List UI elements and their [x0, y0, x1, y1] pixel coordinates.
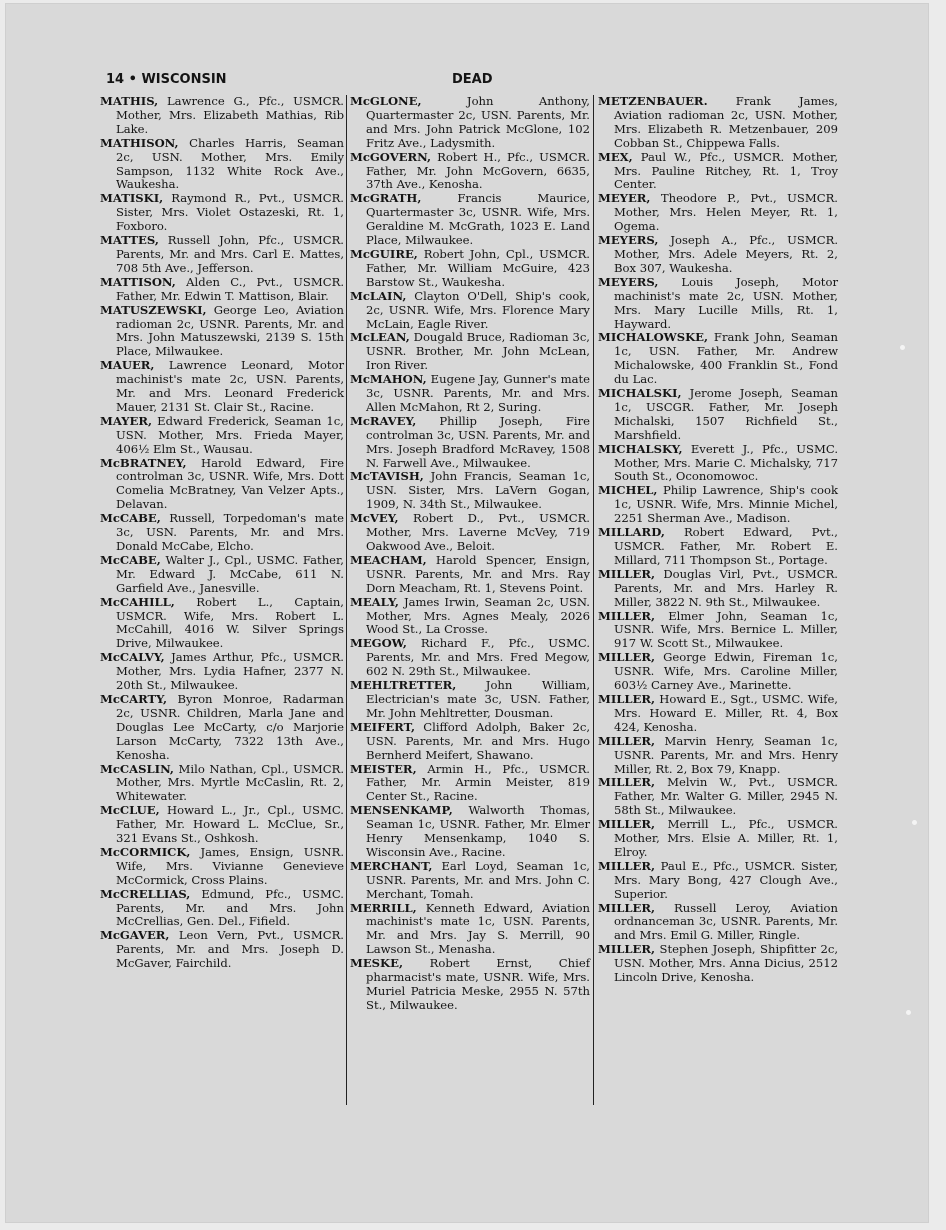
- casualty-details: Everett J., Pfc., USMC. Mother, Mrs. Marie C. Michalsky, 717 South St., Oconomowoc.: [614, 441, 838, 484]
- casualty-details: Charles Harris, Seaman 2c, USN. Mother, Mrs. Emily Sampson, 1132 White Rock Ave., Waukesha.: [116, 135, 344, 192]
- casualty-entry: [350, 415, 590, 471]
- column-divider: [346, 95, 347, 1105]
- casualty-details: Eugene Jay, Gunner's mate 3c, USNR. Parents, Mr. and Mrs. Allen McMahon, Rt 2, Suring.: [366, 372, 591, 414]
- casualty-entry: [598, 735, 838, 777]
- casualty-details: George Leo, Aviation radioman 2c, USNR. Parents, Mr. and Mrs. John Matuszewski, 2139 S. 15th Place, Milwaukee.: [116, 302, 344, 359]
- casualty-entry: [100, 415, 344, 457]
- casualty-details: Harold Spencer, Ensign, USNR. Parents, Mr. and Mrs. Ray Dorn Meacham, Rt. 1, Stevens Point.: [366, 552, 590, 595]
- casualty-details: Paul W., Pfc., USMCR. Mother, Mrs. Pauline Ritchey, Rt. 1, Troy Center.: [614, 149, 839, 192]
- casualty-entry: [100, 804, 344, 846]
- casualty-entry: [598, 526, 838, 568]
- casualty-surname: MEYERS,: [598, 233, 659, 248]
- casualty-entry: [100, 95, 344, 137]
- casualty-details: Joseph A., Pfc., USMCR. Mother, Mrs. Adele Meyers, Rt. 2, Box 307, Waukesha.: [614, 233, 838, 275]
- casualty-surname: MATUSZEWSKI,: [100, 302, 207, 317]
- casualty-details: Richard F., Pfc., USMC. Parents, Mr. and Mrs. Fred Megow, 602 N. 29th St., Milwaukee.: [366, 636, 591, 679]
- casualty-details: Russell Leroy, Aviation ordnanceman 3c, USNR. Parents, Mr. and Mrs. Emil G. Miller, Ringle.: [614, 900, 838, 943]
- casualty-surname: McGAVER,: [100, 928, 170, 943]
- column-2: [350, 95, 590, 1013]
- casualty-surname: McCRELLIAS,: [100, 886, 191, 901]
- casualty-entry: [350, 860, 590, 902]
- casualty-entry: [350, 512, 590, 554]
- casualty-entry: [598, 693, 838, 735]
- casualty-entry: [598, 902, 838, 944]
- column-divider: [593, 95, 594, 1105]
- paper-speck: [900, 345, 905, 350]
- casualty-details: Walworth Thomas, Seaman 1c, USNR. Father, Mr. Elmer Henry Mensenkamp, 1040 S. Wisconsin Ave., Racine.: [366, 803, 590, 859]
- casualty-details: Clifford Adolph, Baker 2c, USN. Parents, Mr. and Mrs. Hugo Bernherd Meifert, Shawano.: [366, 719, 591, 762]
- casualty-surname: MEIFERT,: [350, 719, 415, 734]
- casualty-surname: MATHIS,: [100, 94, 159, 108]
- casualty-entry: [100, 276, 344, 304]
- casualty-surname: MATHISON,: [100, 135, 179, 150]
- casualty-surname: MILLER,: [598, 900, 656, 915]
- casualty-surname: MEYERS,: [598, 274, 659, 289]
- casualty-surname: McLAIN,: [350, 288, 407, 303]
- casualty-details: Robert Ernst, Chief pharmacist's mate, USNR. Wife, Mrs. Muriel Patricia Meske, 2955 N. 57th St., Milwaukee.: [366, 956, 591, 1012]
- casualty-surname: McCABE,: [100, 511, 161, 526]
- casualty-entry: [350, 373, 590, 415]
- casualty-surname: MILLARD,: [598, 525, 665, 540]
- casualty-details: Elmer John, Seaman 1c, USNR. Wife, Mrs. Bernice L. Miller, 917 W. Scott St., Milwaukee.: [614, 608, 839, 651]
- casualty-entry: [598, 192, 838, 234]
- casualty-surname: MESKE,: [350, 956, 403, 971]
- casualty-entry: [100, 234, 344, 276]
- casualty-entry: [598, 95, 838, 151]
- casualty-entry: [598, 943, 838, 985]
- casualty-surname: McGRATH,: [350, 191, 422, 206]
- casualty-surname: MILLER,: [598, 733, 656, 748]
- casualty-details: Douglas Virl, Pvt., USMCR. Parents, Mr. and Mrs. Harley R. Miller, 3822 N. 9th St., Milwaukee.: [614, 566, 838, 609]
- casualty-details: Harold Edward, Fire controlman 3c, USNR. Wife, Mrs. Dott Comelia McBratney, Van Velzer Apts., Delavan.: [116, 455, 344, 512]
- casualty-details: James, Ensign, USNR. Wife, Mrs. Vivianne Genevieve McCormick, Cross Plains.: [116, 844, 345, 887]
- casualty-surname: McCAHILL,: [100, 594, 175, 609]
- casualty-surname: McVEY,: [350, 511, 399, 526]
- casualty-surname: MICHALSKI,: [598, 386, 682, 401]
- casualty-entry: [598, 387, 838, 443]
- casualty-details: George Edwin, Fireman 1c, USNR. Wife, Mrs. Caroline Miller, 603½ Carney Ave., Marinette.: [614, 650, 838, 693]
- casualty-entry: [598, 443, 838, 485]
- casualty-surname: MERCHANT,: [350, 858, 433, 873]
- casualty-details: Kenneth Edward, Aviation machinist's mate 1c, USN. Parents, Mr. and Mrs. Jay S. Merrill, 90 Lawson St., Menasha.: [366, 900, 590, 957]
- casualty-entry: [598, 331, 838, 387]
- casualty-details: Edward Frederick, Seaman 1c, USN. Mother, Mrs. Frieda Mayer, 406½ Elm St., Wausau.: [116, 413, 344, 456]
- casualty-details: Paul E., Pfc., USMCR. Sister, Mrs. Mary Bong, 427 Clough Ave., Superior.: [614, 858, 839, 901]
- casualty-details: Alden C., Pvt., USMCR. Father, Mr. Edwin T. Mattison, Blair.: [116, 274, 345, 303]
- casualty-details: Russell John, Pfc., USMCR. Parents, Mr. and Mrs. Carl E. Mattes, 708 5th Ave., Jefferson.: [116, 233, 344, 275]
- casualty-entry: [598, 651, 838, 693]
- casualty-details: Theodore P., Pvt., USMCR. Mother, Mrs. Helen Meyer, Rt. 1, Ogema.: [614, 191, 838, 234]
- casualty-details: Frank John, Seaman 1c, USN. Father, Mr. Andrew Michalowske, 400 Franklin St., Fond du Lac.: [614, 330, 839, 387]
- casualty-details: Milo Nathan, Cpl., USMCR. Mother, Mrs. Myrtle McCaslin, Rt. 2, Whitewater.: [116, 761, 345, 804]
- column-1: [100, 95, 344, 971]
- casualty-surname: MILLER,: [598, 817, 656, 832]
- casualty-details: Howard L., Jr., Cpl., USMC. Father, Mr. Howard L. McClue, Sr., 321 Evans St., Oshkosh.: [116, 803, 344, 846]
- casualty-entry: [598, 484, 838, 526]
- casualty-surname: MILLER,: [598, 775, 656, 790]
- casualty-entry: [350, 192, 590, 248]
- paper-speck: [912, 820, 917, 825]
- casualty-details: Armin H., Pfc., USMCR. Father, Mr. Armin Meister, 819 Center St., Racine.: [366, 761, 590, 804]
- casualty-entry: [100, 554, 344, 596]
- casualty-entry: [350, 804, 590, 860]
- casualty-details: Dougald Bruce, Radioman 3c, USNR. Brother, Mr. John McLean, Iron River.: [366, 330, 590, 373]
- casualty-entry: [350, 596, 590, 638]
- casualty-surname: McBRATNEY,: [100, 455, 187, 470]
- casualty-entry: [350, 554, 590, 596]
- casualty-entry: [350, 679, 590, 721]
- casualty-entry: [100, 929, 344, 971]
- casualty-details: Jerome Joseph, Seaman 1c, USCGR. Father, Mr. Joseph Michalski, 1507 Richfield St., Marshfield.: [614, 386, 838, 442]
- casualty-surname: MEGOW,: [350, 636, 407, 651]
- casualty-entry: [100, 457, 344, 513]
- casualty-entry: [100, 596, 344, 652]
- casualty-entry: [598, 610, 838, 652]
- casualty-surname: McCLUE,: [100, 803, 160, 818]
- casualty-surname: MILLER,: [598, 858, 656, 873]
- casualty-surname: McCALVY,: [100, 650, 165, 665]
- casualty-entry: [100, 763, 344, 805]
- casualty-entry: [350, 763, 590, 805]
- casualty-entry: [598, 568, 838, 610]
- casualty-entry: [350, 902, 590, 958]
- casualty-entry: [350, 470, 590, 512]
- casualty-surname: McCARTY,: [100, 691, 167, 706]
- casualty-details: Marvin Henry, Seaman 1c, USNR. Parents, Mr. and Mrs. Henry Miller, Rt. 2, Box 79, Knapp.: [614, 733, 838, 776]
- casualty-surname: McLEAN,: [350, 330, 410, 345]
- casualty-details: Russell, Torpedoman's mate 3c, USN. Parents, Mr. and Mrs. Donald McCabe, Elcho.: [116, 511, 344, 553]
- casualty-entry: [598, 151, 838, 193]
- casualty-details: James Irwin, Seaman 2c, USN. Mother, Mrs. Agnes Mealy, 2026 Wood St., La Crosse.: [366, 594, 590, 637]
- casualty-entry: [350, 290, 590, 332]
- casualty-details: Phillip Joseph, Fire controlman 3c, USN. Parents, Mr. and Mrs. Joseph Bradford McRavey, 1508 N. Farwell Ave., Milwaukee.: [366, 413, 591, 470]
- casualty-surname: MATTES,: [100, 233, 159, 248]
- casualty-details: John William, Electrician's mate 3c, USN. Father, Mr. John Mehltretter, Dousman.: [366, 678, 590, 720]
- casualty-entry: [350, 721, 590, 763]
- casualty-details: Leon Vern, Pvt., USMCR. Parents, Mr. and Mrs. Joseph D. McGaver, Fairchild.: [116, 928, 344, 971]
- casualty-entry: [350, 637, 590, 679]
- casualty-details: Merrill L., Pfc., USMCR. Mother, Mrs. Elsie A. Miller, Rt. 1, Elroy.: [614, 817, 838, 859]
- casualty-surname: MAYER,: [100, 413, 153, 428]
- casualty-surname: MICHEL,: [598, 483, 658, 498]
- casualty-details: John Francis, Seaman 1c, USN. Sister, Mrs. LaVern Gogan, 1909, N. 34th St., Milwaukee.: [366, 469, 591, 512]
- paper-speck: [906, 1010, 911, 1015]
- casualty-surname: MILLER,: [598, 942, 656, 957]
- casualty-details: James Arthur, Pfc., USMCR. Mother, Mrs. Lydia Hafner, 2377 N. 20th St., Milwaukee.: [116, 650, 344, 693]
- casualty-details: Lawrence G., Pfc., USMCR. Mother, Mrs. Elizabeth Mathias, Rib Lake.: [116, 94, 344, 136]
- casualty-details: Howard E., Sgt., USMC. Wife, Mrs. Howard E. Miller, Rt. 4, Box 424, Kenosha.: [614, 691, 838, 734]
- casualty-surname: MENSENKAMP,: [350, 803, 453, 818]
- casualty-details: Stephen Joseph, Shipfitter 2c, USN. Mother, Mrs. Anna Dicius, 2512 Lincoln Drive, Kenosha.: [614, 942, 838, 985]
- casualty-details: Robert John, Cpl., USMCR. Father, Mr. William McGuire, 423 Barstow St., Waukesha.: [366, 246, 590, 289]
- casualty-entry: [100, 512, 344, 554]
- casualty-entry: [350, 248, 590, 290]
- casualty-details: Francis Maurice, Quartermaster 3c, USNR. Wife, Mrs. Geraldine M. McGrath, 1023 E. Land Place, Milwaukee.: [366, 191, 591, 248]
- casualty-entry: [100, 192, 344, 234]
- casualty-details: Philip Lawrence, Ship's cook 1c, USNR. Wife, Mrs. Minnie Michel, 2251 Sherman Ave., Madison.: [614, 483, 838, 526]
- casualty-details: Clayton O'Dell, Ship's cook, 2c, USNR. Wife, Mrs. Florence Mary McLain, Eagle River.: [366, 288, 591, 331]
- casualty-surname: McGLONE,: [350, 94, 422, 108]
- casualty-details: Louis Joseph, Motor machinist's mate 2c, USN. Mother, Mrs. Mary Lucille Mills, Rt. 1, Hayward.: [614, 274, 838, 331]
- casualty-entry: [100, 651, 344, 693]
- casualty-details: Earl Loyd, Seaman 1c, USNR. Parents, Mr. and Mrs. John C. Merchant, Tomah.: [366, 858, 590, 901]
- page-header: [106, 72, 846, 90]
- casualty-surname: MEHLTRETTER,: [350, 678, 457, 693]
- casualty-surname: MERRILL,: [350, 900, 417, 915]
- casualty-entry: [350, 95, 590, 151]
- casualty-surname: MEYER,: [598, 191, 651, 206]
- casualty-entry: [598, 818, 838, 860]
- casualty-details: Walter J., Cpl., USMC. Father, Mr. Edward J. McCabe, 611 N. Garfield Ave., Janesville.: [116, 552, 344, 595]
- casualty-surname: MATTISON,: [100, 274, 176, 289]
- casualty-details: Byron Monroe, Radarman 2c, USNR. Children, Marla Jane and Douglas Lee McCarty, c/o Marjorie Larson McCarty, 7322 13th Ave., Kenosha.: [116, 691, 344, 762]
- casualty-details: Robert H., Pfc., USMCR. Father, Mr. John McGovern, 6635, 37th Ave., Kenosha.: [366, 149, 590, 192]
- section-title: DEAD: [452, 72, 493, 87]
- casualty-surname: McGOVERN,: [350, 149, 432, 164]
- casualty-entry: [100, 888, 344, 930]
- casualty-surname: McMAHON,: [350, 372, 427, 387]
- casualty-surname: MAUER,: [100, 358, 155, 373]
- casualty-entry: [598, 276, 838, 332]
- casualty-entry: [350, 331, 590, 373]
- casualty-surname: McCABE,: [100, 552, 161, 567]
- casualty-surname: MATISKI,: [100, 191, 164, 206]
- casualty-surname: MICHALSKY,: [598, 441, 683, 456]
- casualty-details: Robert L., Captain, USMCR. Wife, Mrs. Robert L. McCahill, 4016 W. Silver Springs Drive, Milwaukee.: [116, 594, 344, 651]
- casualty-surname: MEISTER,: [350, 761, 417, 776]
- casualty-details: Raymond R., Pvt., USMCR. Sister, Mrs. Violet Ostazeski, Rt. 1, Foxboro.: [116, 191, 344, 234]
- casualty-details: Edmund, Pfc., USMC. Parents, Mr. and Mrs. John McCrellias, Gen. Del., Fifield.: [116, 886, 344, 929]
- casualty-entry: [100, 304, 344, 360]
- casualty-details: Robert D., Pvt., USMCR. Mother, Mrs. Laverne McVey, 719 Oakwood Ave., Beloit.: [366, 511, 590, 553]
- casualty-surname: MEACHAM,: [350, 552, 427, 567]
- casualty-surname: MILLER,: [598, 608, 656, 623]
- casualty-surname: MEX,: [598, 149, 633, 164]
- casualty-entry: [350, 151, 590, 193]
- casualty-surname: METZENBAUER.: [598, 94, 708, 108]
- casualty-details: Melvin W., Pvt., USMCR. Father, Mr. Walter G. Miller, 2945 N. 58th St., Milwaukee.: [614, 775, 838, 818]
- casualty-surname: MICHALOWSKE,: [598, 330, 709, 345]
- casualty-surname: MILLER,: [598, 691, 656, 706]
- casualty-surname: McCORMICK,: [100, 844, 191, 859]
- casualty-details: Frank James, Aviation radioman 2c, USN. Mother, Mrs. Elizabeth R. Metzenbauer, 209 Cobban St., Chippewa Falls.: [614, 94, 838, 150]
- casualty-surname: McCASLIN,: [100, 761, 174, 776]
- casualty-details: John Anthony, Quartermaster 2c, USN. Parents, Mr. and Mrs. John Patrick McGlone, 102 Fritz Ave., Ladysmith.: [366, 94, 590, 150]
- casualty-entry: [598, 234, 838, 276]
- casualty-entry: [598, 860, 838, 902]
- page-number: 14 • WISCONSIN: [106, 72, 227, 87]
- casualty-surname: MILLER,: [598, 650, 656, 665]
- casualty-entry: [100, 137, 344, 193]
- casualty-details: Robert Edward, Pvt., USMCR. Father, Mr. Robert E. Millard, 711 Thompson St., Portage.: [614, 525, 838, 567]
- casualty-details: Lawrence Leonard, Motor machinist's mate 2c, USN. Parents, Mr. and Mrs. Leonard Frederick Mauer, 2131 St. Clair St., Racine.: [116, 358, 345, 414]
- column-3: [598, 95, 838, 985]
- casualty-entry: [350, 957, 590, 1013]
- casualty-entry: [598, 776, 838, 818]
- casualty-surname: McRAVEY,: [350, 413, 417, 428]
- casualty-surname: McGUIRE,: [350, 246, 418, 261]
- casualty-surname: MEALY,: [350, 594, 399, 609]
- casualty-entry: [100, 693, 344, 763]
- casualty-entry: [100, 359, 344, 415]
- casualty-surname: McTAVISH,: [350, 469, 424, 484]
- casualty-entry: [100, 846, 344, 888]
- casualty-surname: MILLER,: [598, 566, 656, 581]
